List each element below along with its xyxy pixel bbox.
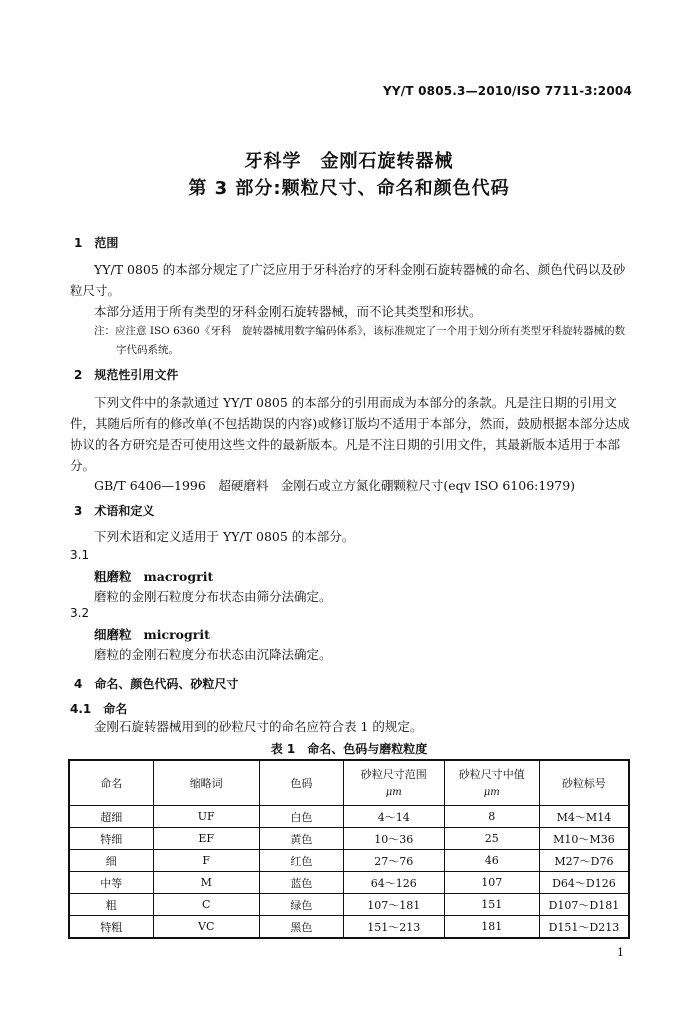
cell-median: 107 bbox=[444, 872, 539, 894]
cell-range: 10～36 bbox=[343, 828, 444, 850]
section-4-heading: 4 命名、颜色代码、砂粒尺寸 bbox=[74, 677, 239, 691]
col-header-name: 命名 bbox=[69, 760, 153, 806]
cell-range: 107～181 bbox=[343, 894, 444, 916]
grit-median-label: 砂粒尺寸中值 bbox=[458, 767, 525, 781]
term-3-1-zh: 粗磨粒 bbox=[94, 569, 132, 584]
cell-color: 白色 bbox=[259, 806, 343, 828]
table-1-caption: 表 1 命名、色码与磨粒粒度 bbox=[270, 742, 428, 756]
cell-color: 红色 bbox=[259, 850, 343, 872]
table-row bbox=[69, 916, 629, 939]
col-header-grit-range bbox=[343, 760, 444, 806]
table-row bbox=[69, 828, 629, 850]
table-header-row bbox=[69, 760, 629, 806]
cell-abbreviation: C bbox=[153, 894, 259, 916]
term-3-1-definition: 磨粒的金刚石粒度分布状态由筛分法确定。 bbox=[94, 589, 332, 604]
table-row bbox=[69, 872, 629, 894]
cell-abbreviation: EF bbox=[153, 828, 259, 850]
cell-designation: M27～D76 bbox=[539, 850, 629, 872]
grit-range-label: 砂粒尺寸范围 bbox=[360, 767, 427, 781]
section-4-1-heading: 4.1 命名 bbox=[70, 702, 128, 716]
cell-median: 8 bbox=[444, 806, 539, 828]
cell-name: 特粗 bbox=[69, 916, 153, 939]
grit-median-unit: μm bbox=[483, 786, 500, 798]
note-line-1: 注：应注意 ISO 6360《牙科 旋转器械用数字编码体系》，该标准规定了一个用于划分所有类型牙科旋转器械的数 bbox=[94, 325, 626, 337]
cell-name: 超细 bbox=[69, 806, 153, 828]
cell-color: 绿色 bbox=[259, 894, 343, 916]
document-title-line2: 第 3 部分:颗粒尺寸、命名和颜色代码 bbox=[188, 178, 510, 199]
section-2-heading: 2 规范性引用文件 bbox=[74, 368, 179, 382]
table-row bbox=[69, 806, 629, 828]
section-3-heading: 3 术语和定义 bbox=[74, 504, 155, 518]
term-3-2-en: microgrit bbox=[143, 627, 210, 642]
section-1-heading: 1 范围 bbox=[74, 236, 119, 250]
cell-designation: D64～D126 bbox=[539, 872, 629, 894]
cell-abbreviation: M bbox=[153, 872, 259, 894]
section-1-para2: 本部分适用于所有类型的牙科金刚石旋转器械，而不论其类型和形状。 bbox=[94, 304, 482, 319]
cell-range: 64～126 bbox=[343, 872, 444, 894]
cell-median: 151 bbox=[444, 894, 539, 916]
cell-name: 细 bbox=[69, 850, 153, 872]
col-header-color-code: 色码 bbox=[259, 760, 343, 806]
term-3-2-number: 3.2 bbox=[70, 606, 90, 620]
term-3-2 bbox=[94, 624, 210, 645]
cell-designation: D107～D181 bbox=[539, 894, 629, 916]
section-2-para: 下列文件中的条款通过 YY/T 0805 的本部分的引用而成为本部分的条款。凡是注日期的引用文件，其随后所有的修改单(不包括勘误的内容)或修订版均不适用于本部分，然而，鼓励根据本部分达成协议的各方研究是否可使用这些文件的最新版本。凡是不注日期的引用文件，其最新版本适用于本部分。 bbox=[70, 395, 630, 473]
cell-designation: D151～D213 bbox=[539, 916, 629, 939]
col-header-grit-median bbox=[444, 760, 539, 806]
standard-code: YY/T 0805.3—2010/ISO 7711-3:2004 bbox=[382, 84, 632, 98]
cell-name: 粗 bbox=[69, 894, 153, 916]
cell-designation: M10～M36 bbox=[539, 828, 629, 850]
cell-color: 黑色 bbox=[259, 916, 343, 939]
section-4-1-intro: 金刚石旋转器械用到的砂粒尺寸的命名应符合表 1 的规定。 bbox=[94, 719, 423, 734]
table-row bbox=[69, 850, 629, 872]
cell-median: 25 bbox=[444, 828, 539, 850]
cell-abbreviation: UF bbox=[153, 806, 259, 828]
term-3-2-definition: 磨粒的金刚石粒度分布状态由沉降法确定。 bbox=[94, 647, 332, 662]
cell-range: 4～14 bbox=[343, 806, 444, 828]
section-1-para1: YY/T 0805 的本部分规定了广泛应用于牙科治疗的牙科金刚石旋转器械的命名、颜色代码以及砂粒尺寸。 bbox=[70, 262, 626, 298]
cell-range: 27～76 bbox=[343, 850, 444, 872]
term-3-1-en: macrogrit bbox=[143, 569, 214, 584]
cell-name: 特细 bbox=[69, 828, 153, 850]
term-3-1 bbox=[94, 566, 213, 587]
cell-range: 151～213 bbox=[343, 916, 444, 939]
grit-range-unit: μm bbox=[385, 786, 402, 798]
cell-median: 46 bbox=[444, 850, 539, 872]
cell-abbreviation: F bbox=[153, 850, 259, 872]
col-header-abbreviation: 缩略词 bbox=[153, 760, 259, 806]
page-number: 1 bbox=[617, 946, 624, 959]
term-3-2-zh: 细磨粒 bbox=[94, 627, 132, 642]
document-title-line1: 牙科学 金刚石旋转器械 bbox=[244, 151, 454, 172]
cell-color: 蓝色 bbox=[259, 872, 343, 894]
table-row bbox=[69, 894, 629, 916]
note-line-2: 字代码系统。 bbox=[116, 344, 179, 356]
section-1-note bbox=[94, 322, 634, 360]
term-3-1-number: 3.1 bbox=[70, 548, 90, 562]
col-header-grit-designation: 砂粒标号 bbox=[539, 760, 629, 806]
cell-designation: M4～M14 bbox=[539, 806, 629, 828]
cell-name: 中等 bbox=[69, 872, 153, 894]
reference-gbt6406: GB/T 6406—1996 超硬磨料 金刚石或立方氮化硼颗粒尺寸(eqv ISO 6106:1979) bbox=[94, 478, 576, 493]
grit-size-table bbox=[68, 759, 630, 939]
cell-color: 黄色 bbox=[259, 828, 343, 850]
cell-abbreviation: VC bbox=[153, 916, 259, 939]
section-3-intro: 下列术语和定义适用于 YY/T 0805 的本部分。 bbox=[94, 529, 355, 544]
cell-median: 181 bbox=[444, 916, 539, 939]
